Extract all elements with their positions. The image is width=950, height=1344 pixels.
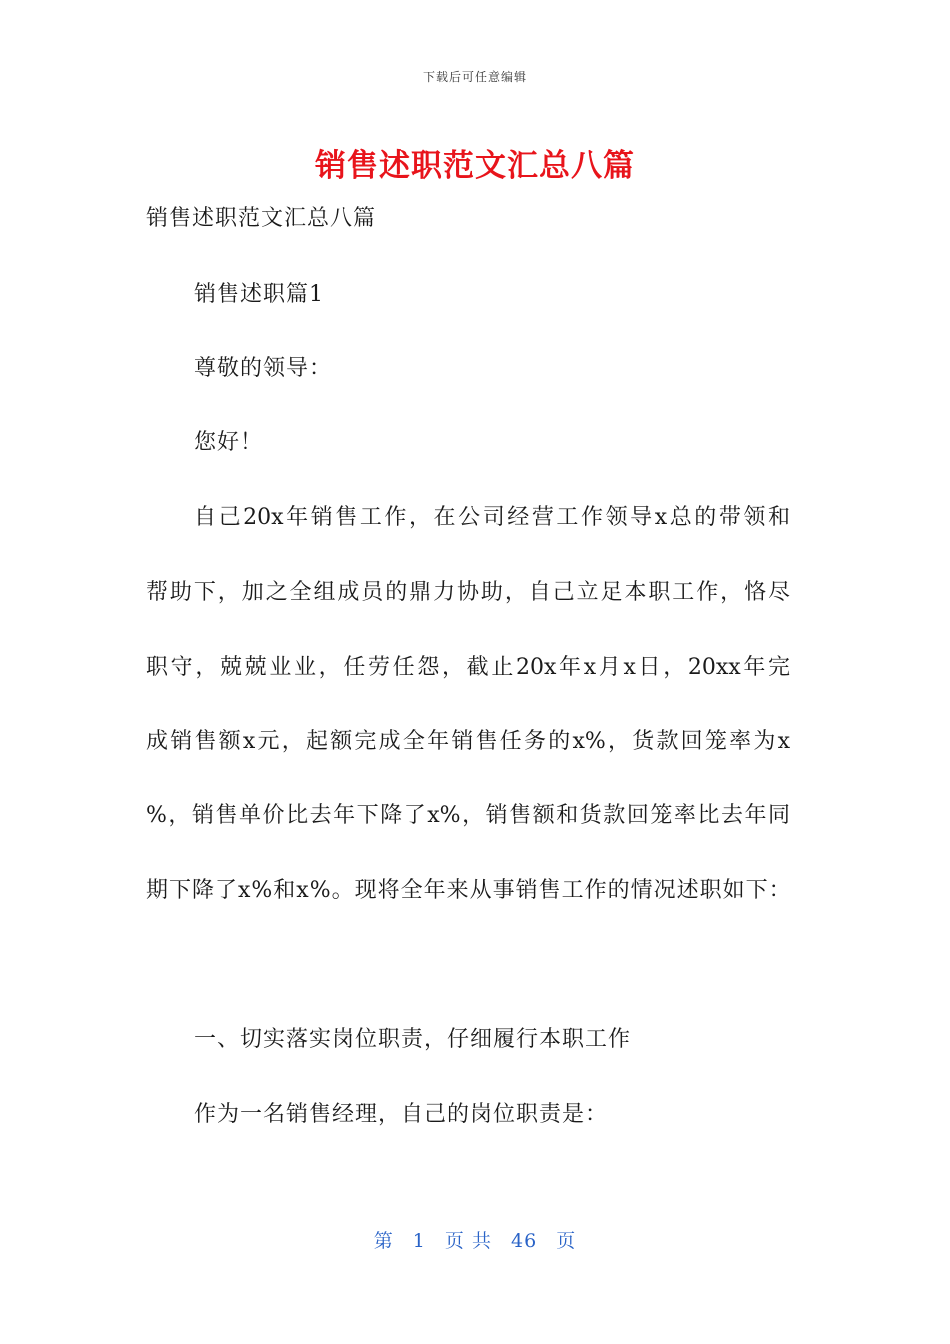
footer-suffix: 页 (556, 1230, 577, 1252)
page-footer (0, 1226, 950, 1253)
footer-prefix: 第 (373, 1230, 394, 1252)
footer-page-number: 1 (412, 1230, 426, 1252)
greeting: 您好！ (194, 430, 264, 455)
section-heading: 销售述职篇1 (194, 282, 324, 307)
paragraph-line: 帮助下，加之全组成员的鼎力协助，自己立足本职工作，恪尽 (146, 580, 790, 605)
document-subtitle: 销售述职范文汇总八篇 (146, 206, 377, 231)
point-1-heading: 一、切实落实岗位职责，仔细履行本职工作 (194, 1027, 632, 1052)
header-note: 下载后可任意编辑 (422, 70, 527, 84)
footer-total-pages: 46 (511, 1230, 538, 1252)
paragraph-line: 自己20x年销售工作，在公司经营工作领导x总的带领和 (194, 505, 790, 530)
paragraph-line: 期下降了x%和x%。现将全年来从事销售工作的情况述职如下： (146, 878, 792, 903)
salutation: 尊敬的领导： (194, 356, 333, 381)
paragraph-line: 成销售额x元，起额完成全年销售任务的x%，货款回笼率为x (146, 729, 790, 754)
document-title: 销售述职范文汇总八篇 (315, 148, 635, 184)
footer-middle: 页 共 (444, 1230, 492, 1252)
point-1-text: 作为一名销售经理，自己的岗位职责是： (194, 1102, 609, 1127)
paragraph-line: %，销售单价比去年下降了x%，销售额和货款回笼率比去年同 (146, 803, 790, 828)
paragraph-line: 职守，兢兢业业，任劳任怨，截止20x年x月x日，20xx年完 (146, 655, 790, 680)
